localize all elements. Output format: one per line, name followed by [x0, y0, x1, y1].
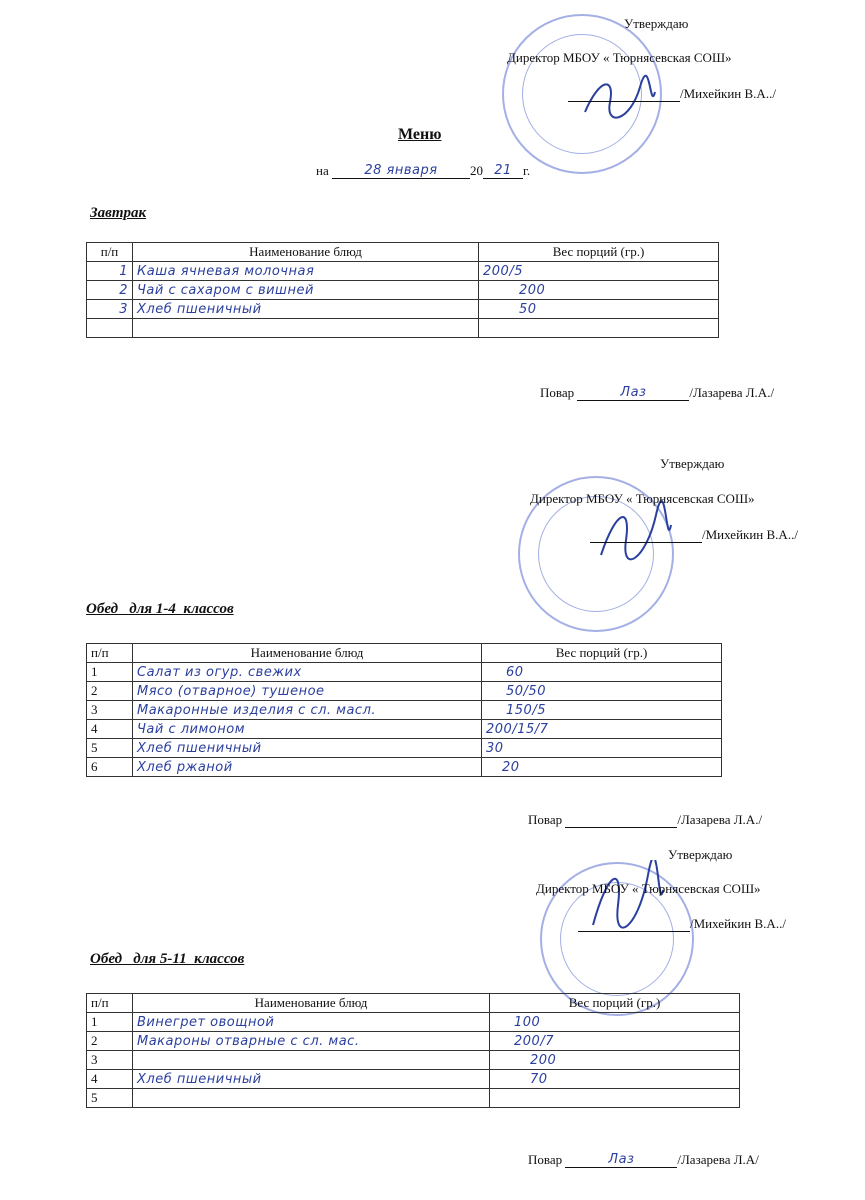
row-dish: Чай с лимоном [133, 720, 482, 739]
row-dish: Хлеб пшеничный [133, 300, 479, 319]
table-row [87, 1051, 740, 1070]
cook-signature-blank [565, 827, 677, 828]
row-num: 3 [87, 701, 133, 720]
date-prefix: на [316, 163, 329, 178]
row-weight: 200/7 [490, 1032, 740, 1051]
table-row [87, 1032, 740, 1051]
row-dish: Каша ячневая молочная [133, 262, 479, 281]
row-dish: Макароны отварные с сл. мас. [133, 1032, 490, 1051]
row-dish [133, 319, 479, 338]
table-row [87, 262, 719, 281]
row-num: 4 [87, 720, 133, 739]
row-num: 4 [87, 1070, 133, 1089]
row-weight: 200 [479, 281, 719, 300]
row-weight: 70 [490, 1070, 740, 1089]
row-dish: Хлеб ржаной [133, 758, 482, 777]
row-num: 3 [87, 300, 133, 319]
row-weight: 50/50 [482, 682, 722, 701]
table-row [87, 663, 722, 682]
row-num [87, 319, 133, 338]
approve-label-3: Утверждаю [668, 847, 733, 862]
cook-name: /Лазарева Л.А/ [677, 1152, 759, 1167]
header-weight: Вес порций (гр.) [482, 644, 722, 663]
header-num: п/п [87, 644, 133, 663]
row-num: 1 [87, 663, 133, 682]
table-row [87, 1013, 740, 1032]
cook-label: Повар [540, 385, 575, 400]
table-row [87, 720, 722, 739]
row-weight: 60 [482, 663, 722, 682]
lunch-1-4-title: Обед для 1-4 классов [86, 601, 234, 617]
director-line-2: Директор МБОУ « Тюрнясевская СОШ» [530, 491, 755, 506]
date-year-prefix: 20 [469, 163, 483, 178]
table-row [87, 758, 722, 777]
signature-blank-1 [568, 101, 680, 102]
row-num: 2 [87, 281, 133, 300]
director-name-3: /Михейкин В.А../ [690, 916, 786, 931]
director-name-2: /Михейкин В.А../ [702, 527, 798, 542]
row-dish: Хлеб пшеничный [133, 1070, 490, 1089]
row-dish: Салат из огур. свежих [133, 663, 482, 682]
table-row [87, 682, 722, 701]
row-num: 2 [87, 682, 133, 701]
director-signature-line-2 [590, 527, 798, 543]
row-num: 5 [87, 739, 133, 758]
table-row [87, 701, 722, 720]
cook-label: Повар [528, 812, 563, 827]
header-weight: Вес порций (гр.) [479, 243, 719, 262]
row-weight: 20 [482, 758, 722, 777]
cook-signature: Лаз [565, 1152, 677, 1168]
row-weight: 50 [479, 300, 719, 319]
header-weight: Вес порций (гр.) [490, 994, 740, 1013]
row-weight: 200/5 [479, 262, 719, 281]
row-num: 3 [87, 1051, 133, 1070]
row-weight [490, 1089, 740, 1108]
cook-label: Повар [528, 1152, 563, 1167]
date-year-suffix: 21 [483, 163, 523, 179]
lunch-5-11-title: Обед для 5-11 классов [90, 951, 245, 967]
row-weight: 30 [482, 739, 722, 758]
table-header-row [87, 644, 722, 663]
row-weight: 200/15/7 [482, 720, 722, 739]
approve-label-1: Утверждаю [624, 16, 689, 31]
header-dish: Наименование блюд [133, 644, 482, 663]
table-row [87, 319, 719, 338]
page-title: Меню [398, 126, 442, 143]
cook-name: /Лазарева Л.А./ [689, 385, 775, 400]
row-weight: 150/5 [482, 701, 722, 720]
row-dish: Хлеб пшеничный [133, 739, 482, 758]
table-header-row [87, 243, 719, 262]
cook-name: /Лазарева Л.А./ [677, 812, 763, 827]
signature-blank-3 [578, 931, 690, 932]
header-dish: Наименование блюд [133, 243, 479, 262]
row-dish: Винегрет овощной [133, 1013, 490, 1032]
header-num: п/п [87, 994, 133, 1013]
approve-label-2: Утверждаю [660, 456, 725, 471]
table-row [87, 1070, 740, 1089]
table-row [87, 1089, 740, 1108]
date-day-month: 28 января [332, 163, 470, 179]
row-num: 1 [87, 1013, 133, 1032]
lunch-5-11-table [86, 993, 740, 1108]
table-row [87, 739, 722, 758]
director-line-3: Директор МБОУ « Тюрнясевская СОШ» [536, 881, 761, 896]
row-dish: Макаронные изделия с сл. масл. [133, 701, 482, 720]
row-num: 6 [87, 758, 133, 777]
row-dish [133, 1089, 490, 1108]
director-name-1: /Михейкин В.А../ [680, 86, 776, 101]
table-header-row [87, 994, 740, 1013]
row-weight [479, 319, 719, 338]
table-row [87, 281, 719, 300]
menu-date [316, 163, 530, 179]
row-num: 1 [87, 262, 133, 281]
row-dish [133, 1051, 490, 1070]
lunch-1-4-cook-line [528, 812, 762, 828]
header-num: п/п [87, 243, 133, 262]
director-signature-line-1 [568, 86, 776, 102]
director-line-1: Директор МБОУ « Тюрнясевская СОШ» [507, 50, 732, 65]
row-num: 2 [87, 1032, 133, 1051]
cook-signature: Лаз [577, 385, 689, 401]
director-signature-line-3 [578, 916, 786, 932]
lunch-5-11-cook-line [528, 1152, 759, 1168]
row-dish: Мясо (отварное) тушеное [133, 682, 482, 701]
breakfast-cook-line [540, 385, 774, 401]
header-dish: Наименование блюд [133, 994, 490, 1013]
row-weight: 100 [490, 1013, 740, 1032]
signature-blank-2 [590, 542, 702, 543]
breakfast-table [86, 242, 719, 338]
breakfast-title: Завтрак [90, 205, 147, 221]
row-num: 5 [87, 1089, 133, 1108]
row-dish: Чай с сахаром с вишней [133, 281, 479, 300]
lunch-1-4-table [86, 643, 722, 777]
date-suffix: г. [522, 163, 531, 178]
table-row [87, 300, 719, 319]
row-weight: 200 [490, 1051, 740, 1070]
